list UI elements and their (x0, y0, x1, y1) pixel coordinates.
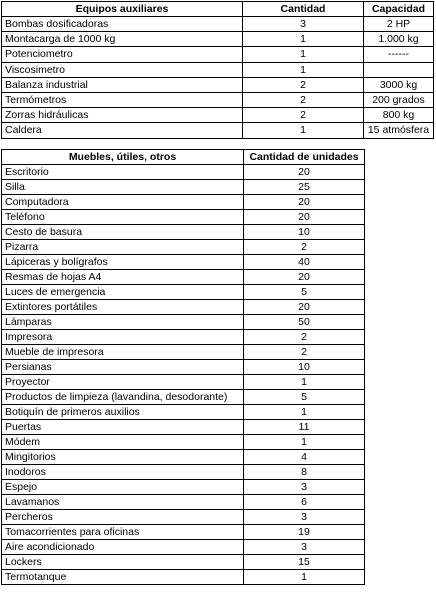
quantity-cell: 2 (243, 92, 364, 107)
column-header-quantity: Cantidad (243, 2, 364, 17)
units-cell: 1 (244, 375, 365, 390)
table-row (2, 480, 365, 495)
units-cell: 3 (244, 510, 365, 525)
units-cell: 3 (244, 480, 365, 495)
quantity-cell: 1 (243, 32, 364, 47)
table-row (2, 555, 365, 570)
quantity-cell: 2 (243, 77, 364, 92)
column-header-equipment: Equipos auxiliares (2, 2, 243, 17)
units-cell: 19 (244, 525, 365, 540)
units-cell: 20 (244, 165, 365, 180)
units-cell: 20 (244, 210, 365, 225)
item-name-cell: Teléfono (2, 210, 244, 225)
column-header-units: Cantidad de unidades (244, 150, 365, 165)
capacity-cell: ------ (364, 47, 434, 62)
auxiliary-equipment-table (1, 1, 434, 139)
item-name-cell: Lámparas (2, 315, 244, 330)
capacity-cell: 3000 kg (364, 77, 434, 92)
table-row (2, 315, 365, 330)
equipment-name-cell: Zorras hidráulicas (2, 108, 243, 123)
item-name-cell: Resmas de hojas A4 (2, 270, 244, 285)
item-name-cell: Luces de emergencia (2, 285, 244, 300)
table-row (2, 495, 365, 510)
table-row (2, 435, 365, 450)
units-cell: 2 (244, 240, 365, 255)
header-row (2, 150, 365, 165)
units-cell: 2 (244, 330, 365, 345)
column-header-item: Muebles, útiles, otros (2, 150, 244, 165)
item-name-cell: Impresora (2, 330, 244, 345)
equipment-name-cell: Bombas dosificadoras (2, 17, 243, 32)
item-name-cell: Computadora (2, 195, 244, 210)
equipment-name-cell: Termómetros (2, 92, 243, 107)
table-row (2, 77, 434, 92)
table-row (2, 17, 434, 32)
item-name-cell: Extintores portátiles (2, 300, 244, 315)
units-cell: 20 (244, 195, 365, 210)
units-cell: 2 (244, 345, 365, 360)
table-row (2, 270, 365, 285)
units-cell: 25 (244, 180, 365, 195)
table-row (2, 240, 365, 255)
quantity-cell: 1 (243, 123, 364, 138)
capacity-cell: 1.000 kg (364, 32, 434, 47)
table-row (2, 390, 365, 405)
table-row (2, 525, 365, 540)
units-cell: 10 (244, 225, 365, 240)
table-row (2, 465, 365, 480)
table-row (2, 62, 434, 77)
units-cell: 20 (244, 270, 365, 285)
capacity-cell: 800 kg (364, 108, 434, 123)
units-cell: 10 (244, 360, 365, 375)
item-name-cell: Lápiceras y bolígrafos (2, 255, 244, 270)
table-row (2, 32, 434, 47)
item-name-cell: Mueble de impresora (2, 345, 244, 360)
units-cell: 4 (244, 450, 365, 465)
capacity-cell: 2 HP (364, 17, 434, 32)
units-cell: 8 (244, 465, 365, 480)
table-row (2, 285, 365, 300)
units-cell: 20 (244, 300, 365, 315)
item-name-cell: Inodoros (2, 465, 244, 480)
units-cell: 3 (244, 540, 365, 555)
equipment-name-cell: Montacarga de 1000 kg (2, 32, 243, 47)
table-row (2, 47, 434, 62)
table-row (2, 450, 365, 465)
units-cell: 15 (244, 555, 365, 570)
item-name-cell: Aire acondicionado (2, 540, 244, 555)
table-row (2, 405, 365, 420)
item-name-cell: Cesto de basura (2, 225, 244, 240)
equipment-name-cell: Viscosimetro (2, 62, 243, 77)
units-cell: 11 (244, 420, 365, 435)
table-row (2, 345, 365, 360)
item-name-cell: Escritorio (2, 165, 244, 180)
units-cell: 1 (244, 405, 365, 420)
header-row (2, 2, 434, 17)
equipment-name-cell: Caldera (2, 123, 243, 138)
capacity-cell: 200 grados (364, 92, 434, 107)
item-name-cell: Productos de limpieza (lavandina, desodorante) (2, 390, 244, 405)
item-name-cell: Botiquín de primeros auxilios (2, 405, 244, 420)
item-name-cell: Puertas (2, 420, 244, 435)
quantity-cell: 2 (243, 108, 364, 123)
units-cell: 5 (244, 285, 365, 300)
units-cell: 50 (244, 315, 365, 330)
equipment-name-cell: Balanza industrial (2, 77, 243, 92)
units-cell: 6 (244, 495, 365, 510)
table-row (2, 360, 365, 375)
table-row (2, 108, 434, 123)
item-name-cell: Lavamanos (2, 495, 244, 510)
table-row (2, 225, 365, 240)
capacity-cell: 15 atmósfera (364, 123, 434, 138)
item-name-cell: Pizarra (2, 240, 244, 255)
table-row (2, 92, 434, 107)
item-name-cell: Percheros (2, 510, 244, 525)
units-cell: 1 (244, 435, 365, 450)
units-cell: 1 (244, 570, 365, 585)
item-name-cell: Silla (2, 180, 244, 195)
item-name-cell: Termotanque (2, 570, 244, 585)
table-row (2, 195, 365, 210)
item-name-cell: Proyector (2, 375, 244, 390)
item-name-cell: Módem (2, 435, 244, 450)
capacity-cell (364, 62, 434, 77)
table-row (2, 300, 365, 315)
quantity-cell: 3 (243, 17, 364, 32)
item-name-cell: Mingitorios (2, 450, 244, 465)
table-row (2, 255, 365, 270)
item-name-cell: Persianas (2, 360, 244, 375)
table-row (2, 180, 365, 195)
table-row (2, 510, 365, 525)
column-header-capacity: Capacidad (364, 2, 434, 17)
furniture-supplies-table (1, 149, 365, 585)
quantity-cell: 1 (243, 62, 364, 77)
table-row (2, 570, 365, 585)
equipment-name-cell: Potenciometro (2, 47, 243, 62)
item-name-cell: Espejo (2, 480, 244, 495)
table-row (2, 123, 434, 138)
table-row (2, 540, 365, 555)
table-row (2, 375, 365, 390)
item-name-cell: Tomacorrientes para oficinas (2, 525, 244, 540)
table-row (2, 165, 365, 180)
table-row (2, 420, 365, 435)
table-row (2, 330, 365, 345)
units-cell: 40 (244, 255, 365, 270)
table-row (2, 210, 365, 225)
item-name-cell: Lockers (2, 555, 244, 570)
units-cell: 5 (244, 390, 365, 405)
quantity-cell: 1 (243, 47, 364, 62)
